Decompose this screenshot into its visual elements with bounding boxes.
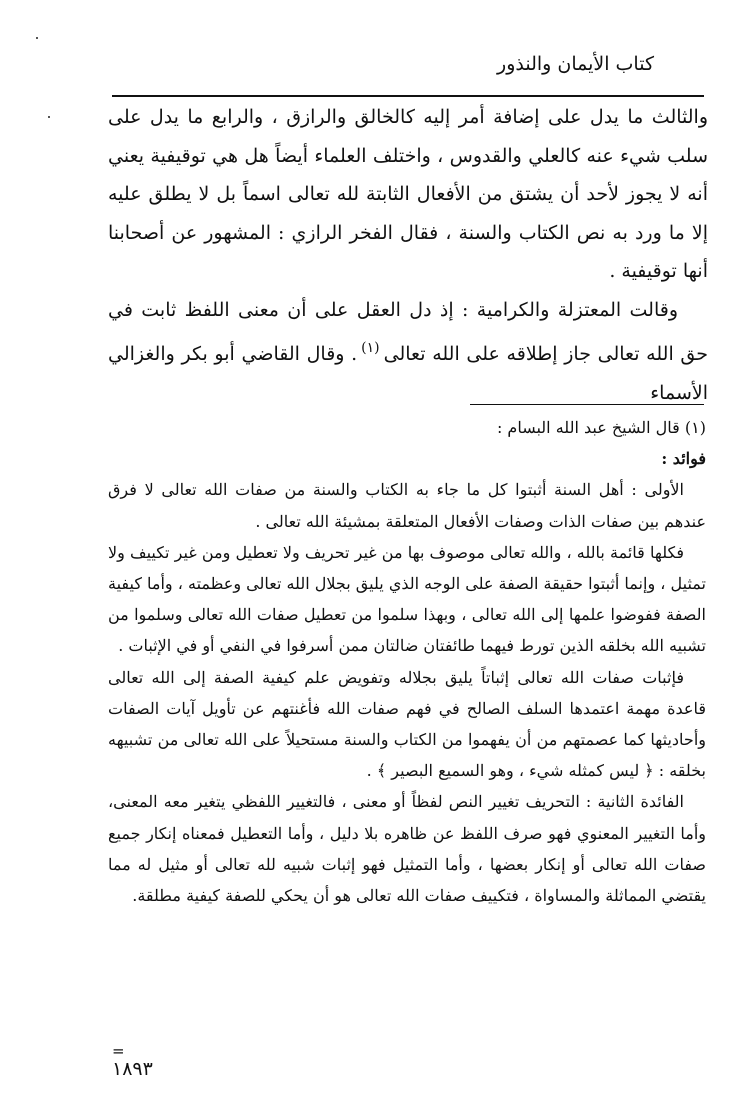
footnote-paragraph: فإثبات صفات الله تعالى إثباتاً يليق بجلاله وتفويض علم كيفية الصفة إلى الله تعالى قاعدة مهمة اعتمدها السلف الصالح في فهم صفات الله فأغنتهم عن تأويل آيات الصفات وأحاديثها كما عصمتهم من أن يفهموا من الكتاب والسنة مستحيلاً على الله تعالى من تشبيهه بخلقه : ﴿ ليس كمثله شيء ، وهو السميع البصير ﴾ .: [108, 667, 707, 781]
scan-speck: [48, 116, 50, 118]
footnotes: [108, 412, 706, 911]
footnote-paragraph: فكلها قائمة بالله ، والله تعالى موصوف بها من غير تحريف ولا تعطيل ومن غير تكييف ولا تمثيل ، وإنما أثبتوا حقيقة الصفة على الوجه الذي يليق بجلال الله تعالى وعظمته ، وأما كيفية الصفة ففوضوا علمها إلى الله تعالى ، وبهذا سلموا من تعطيل صفات الله تعالى وسلموا من تشبيه الله بخلقه الذين تورط فيهما طائفتان ضالتان ممن أسرفوا في النفي أو في الإثبات .: [108, 542, 706, 656]
running-header: كتاب الأيمان والنذور: [497, 53, 654, 75]
page-number: ١٨٩٣: [112, 1058, 153, 1080]
main-paragraph: [108, 291, 708, 413]
footnote-reference: (١): [361, 340, 380, 356]
footnote-paragraph: الفائدة الثانية : التحريف تغيير النص لفظاً أو معنى ، فالتغيير اللفظي يتغير معه المعنى، وأما التغيير المعنوي فهو صرف اللفظ عن ظاهره بلا دليل ، وأما التعطيل فمعناه إنكار جميع صفات الله تعالى أو إنكار بعضها ، وأما التمثيل فهو إثبات شبيه لله تعالى أو مثيل له مما يقتضي المماثلة والمساواة ، فتكييف صفات الله تعالى هو أن يحكي للصفة كيفية مطلقة.: [108, 792, 706, 906]
main-text: [108, 98, 708, 412]
footnote-heading: فوائد :: [661, 449, 706, 469]
footnote-paragraph: الأولى : أهل السنة أثبتوا كل ما جاء به الكتاب والسنة من صفات الله تعالى لا فرق عندهم بين صفات الذات وصفات الأفعال المتعلقة بمشيئة الله تعالى .: [108, 480, 706, 531]
footnote-intro: (١) قال الشيخ عبد الله البسام :: [496, 418, 706, 437]
main-paragraph: والثالث ما يدل على إضافة أمر إليه كالخالق والرازق ، والرابع ما يدل على سلب شيء عنه كالعلي والقدوس ، واختلف العلماء أيضاً هل هي توقيفية يعني أنه لا يجوز لأحد أن يشتق من الأفعال الثابتة لله تعالى اسماً بل لا يطلق عليه إلا ما ورد به نص الكتاب والسنة ، فقال الفخر الرازي : المشهور عن أصحابنا أنها توقيفية .: [108, 106, 708, 282]
continuation-mark: =: [112, 1042, 125, 1060]
main-text-segment: وقالت المعتزلة والكرامية : إذ دل العقل على أن معنى اللفظ ثابت في حق الله تعالى جاز إطلاقه على الله تعالى: [108, 298, 708, 365]
footnote-rule: [470, 404, 704, 405]
main-text-segment: . وقال القاضي أبو بكر والغزالي الأسماء: [108, 343, 708, 404]
scan-speck: [36, 37, 38, 39]
header-rule: [112, 95, 704, 97]
